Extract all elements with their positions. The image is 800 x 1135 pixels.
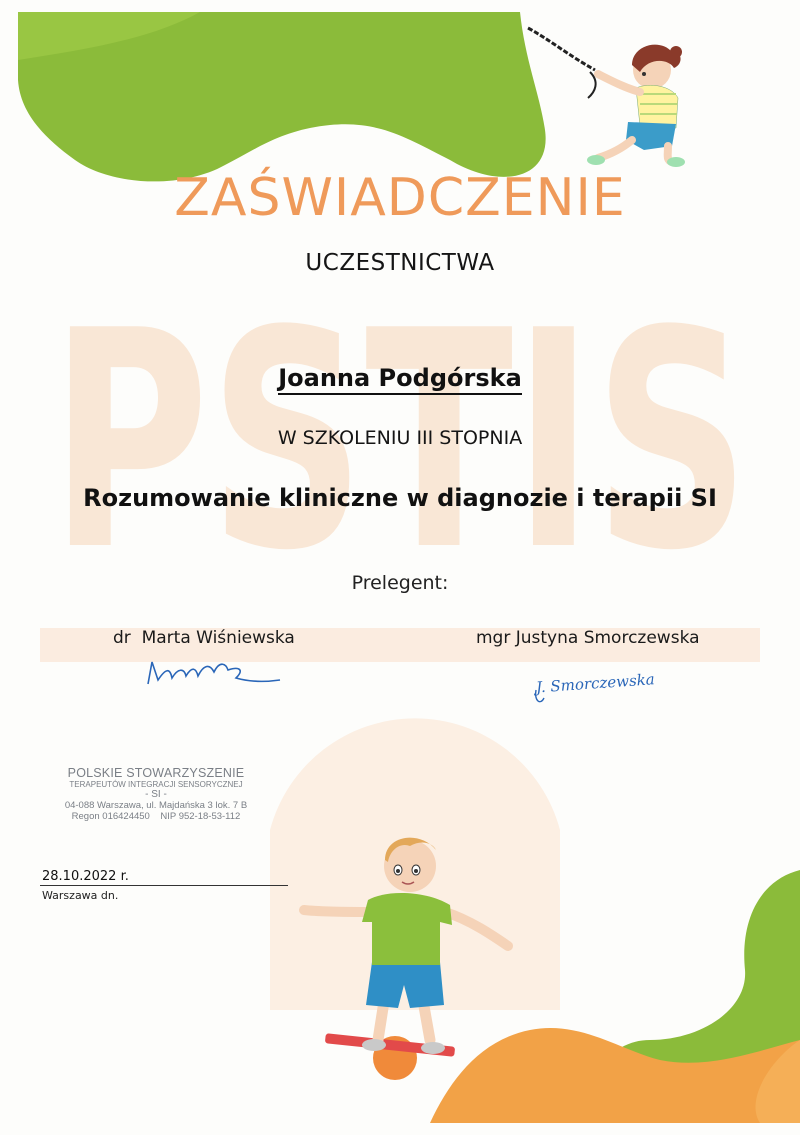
stamp-line-1: POLSKIE STOWARZYSZENIE [67, 766, 245, 780]
stamp-line-5: Regon 016424450 NIP 952-18-53-112 [71, 811, 241, 822]
speaker-label: Prelegent: [351, 572, 449, 594]
certificate-subtitle: UCZESTNICTWA [305, 250, 495, 276]
stamp-line-2: TERAPEUTÓW INTEGRACJI SENSORYCZNEJ [69, 780, 243, 789]
stamp-line-3: - SI - [145, 789, 167, 800]
signature-2: J. Smorczewska [535, 670, 656, 697]
certificate-title: ZAŚWIADCZENIE [174, 168, 626, 228]
stamp-line-4: 04-088 Warszawa, ul. Majdańska 3 lok. 7 B [64, 800, 248, 811]
place-caption: Warszawa dn. [42, 889, 119, 902]
participant-name [0, 364, 800, 392]
training-level: W SZKOLENIU III STOPNIA [277, 427, 523, 449]
issue-date: 28.10.2022 r. [42, 869, 129, 884]
signature-1 [148, 662, 280, 684]
date-underline [40, 885, 288, 886]
lecturer-2-name: mgr Justyna Smorczewska [476, 628, 700, 648]
course-title: Rozumowanie kliniczne w diagnozie i terapii SI [83, 484, 717, 512]
organization-stamp [56, 766, 256, 822]
girl-with-rope-illustration [528, 28, 685, 167]
lecturer-1-name: dr Marta Wiśniewska [113, 628, 295, 648]
watermark-text: PSTIS [50, 267, 750, 616]
participant-name-text: Joanna Podgórska [278, 364, 522, 395]
